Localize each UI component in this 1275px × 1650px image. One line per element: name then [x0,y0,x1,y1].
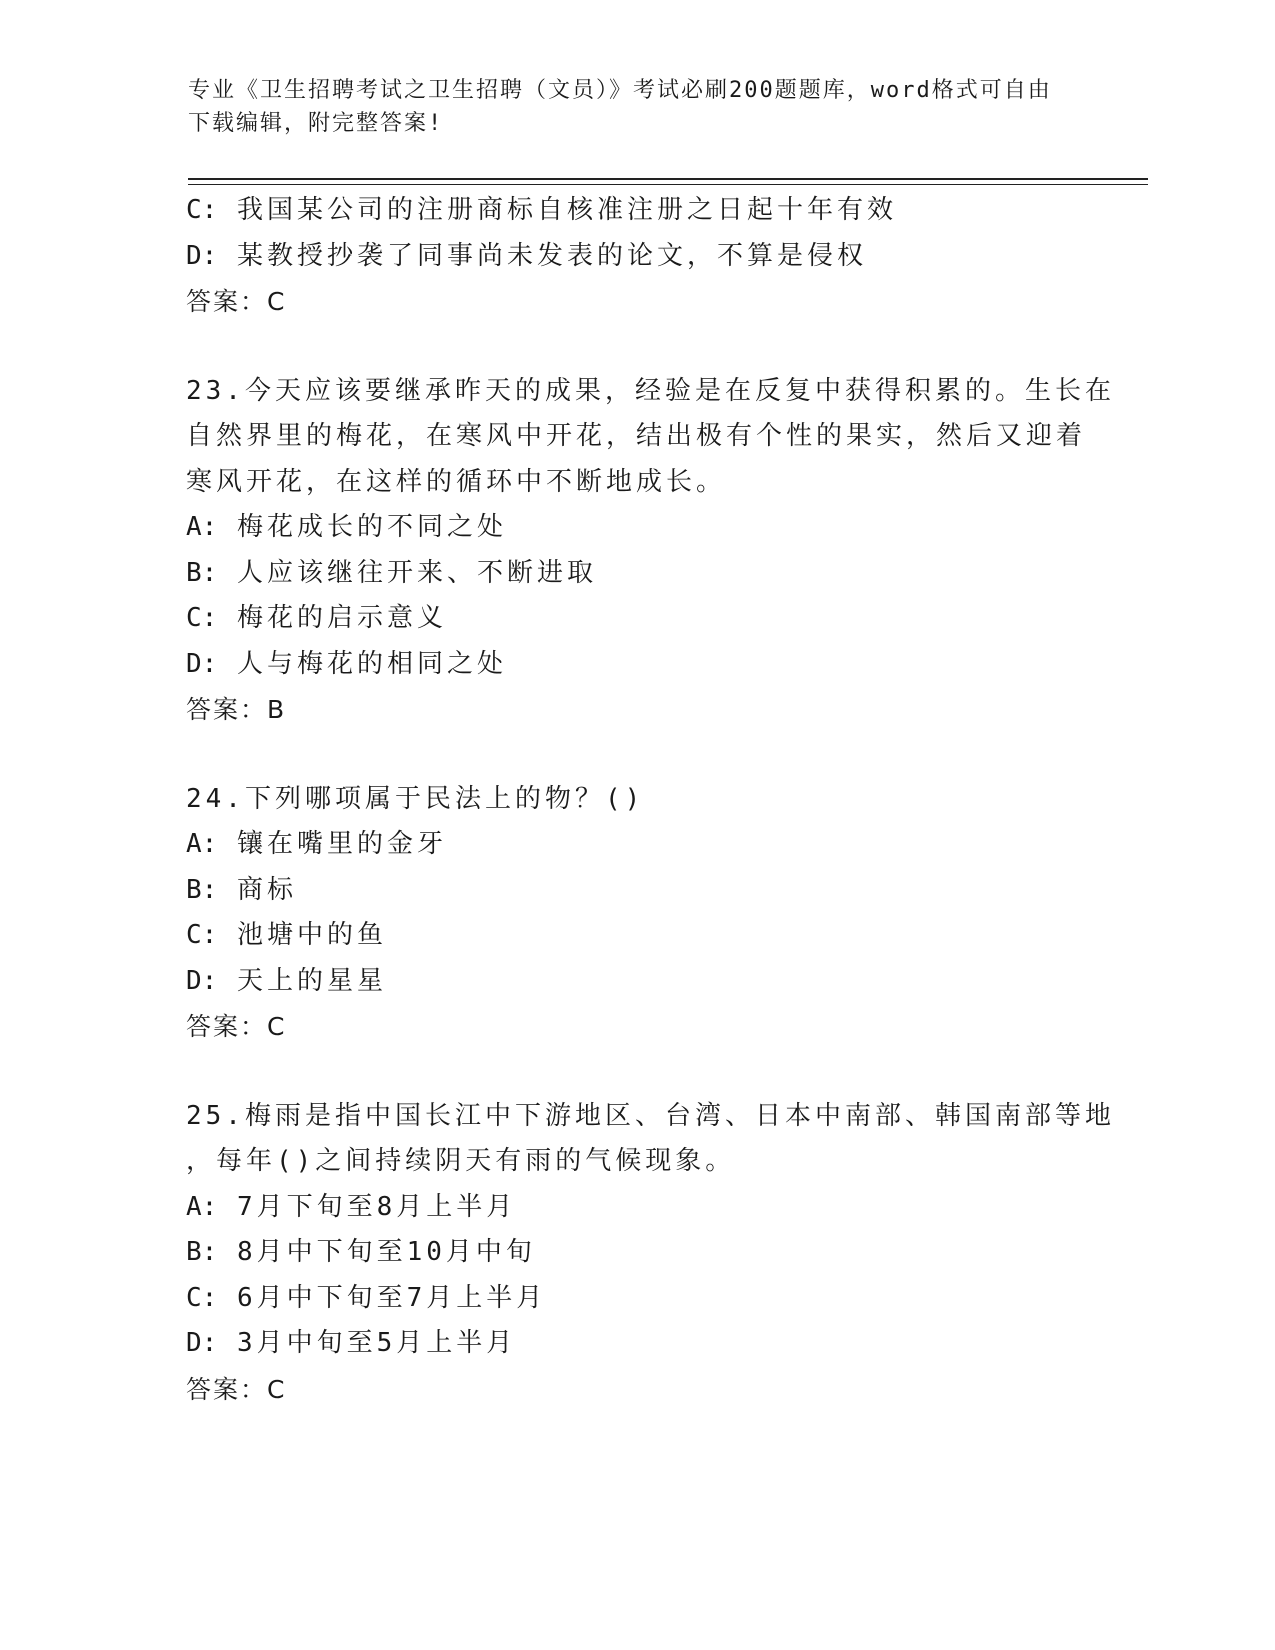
option-c [186,913,1086,959]
option-b [186,1230,1086,1276]
option-c [186,596,1086,642]
option-b [186,868,1086,914]
header-divider-thin [188,184,1148,185]
option-label: A: [186,1191,218,1222]
question-stem-line: 23.今天应该要继承昨天的成果，经验是在反复中获得积累的。生长在 [186,375,1115,406]
option-b [186,551,1086,597]
option-text: 人应该继往开来、不断进取 [236,557,597,588]
option-label: C: [186,1282,218,1313]
option-c [186,188,1086,234]
option-text: 8月中下旬至10月中旬 [236,1237,536,1267]
header-text: 专业《卫生招聘考试之卫生招聘（文员）》考试必刷200题题库，word格式可自由下载编辑，附完整答案! [188,78,1052,136]
option-d [186,1321,1086,1367]
option-d [186,642,1086,688]
option-label: B: [186,874,218,905]
answer-line: 答案：B [186,695,287,724]
question-stem-line: 自然界里的梅花，在寒风中开花，结出极有个性的果实，然后又迎着 [186,421,1087,451]
spacer [186,1050,1086,1094]
document-header [188,74,1068,140]
option-label: A: [186,512,218,542]
question-stem-line: 寒风开花，在这样的循环中不断地成长。 [186,466,727,497]
option-c [186,1276,1086,1322]
option-text: 某教授抄袭了同事尚未发表的论文，不算是侵权 [236,240,867,271]
option-d [186,959,1086,1005]
question-23 [186,369,1115,733]
option-text: 池塘中的鱼 [236,920,387,950]
option-text: 我国某公司的注册商标自核准注册之日起十年有效 [236,195,897,225]
option-text: 6月中下旬至7月上半月 [236,1282,547,1313]
option-label: B: [186,1237,218,1267]
answer-line: 答案：C [186,287,287,316]
option-text: 镶在嘴里的金牙 [236,829,447,859]
question-stem-line: 25.梅雨是指中国长江中下游地区、台湾、日本中南部、韩国南部等地 [186,1100,1115,1131]
question-24 [186,777,1086,1050]
option-label: C: [186,603,218,633]
question-22-continuation [186,188,1086,325]
option-label: D: [186,648,218,679]
option-label: D: [186,240,218,271]
option-label: C: [186,920,218,950]
question-content [186,188,1115,1412]
spacer [186,325,1086,369]
option-text: 梅花的启示意义 [236,603,447,633]
question-stem-line: ，每年()之间持续阴天有雨的气候现象。 [186,1146,736,1176]
option-label: C: [186,195,218,225]
header-divider-thick [188,178,1148,180]
answer-line: 答案：C [186,1012,287,1041]
option-text: 7月下旬至8月上半月 [236,1191,517,1222]
option-label: D: [186,1328,218,1358]
option-a [186,822,1086,868]
option-text: 人与梅花的相同之处 [236,648,507,679]
option-label: B: [186,557,218,588]
option-text: 梅花成长的不同之处 [236,512,507,542]
option-a [186,1185,1086,1231]
answer-line: 答案：C [186,1374,287,1404]
spacer [186,733,1086,777]
question-stem-line: 24.下列哪项属于民法上的物？() [186,783,645,814]
question-25 [186,1094,1115,1413]
option-label: D: [186,965,218,996]
option-text: 3月中旬至5月上半月 [236,1328,517,1358]
option-label: A: [186,829,218,859]
option-text: 天上的星星 [236,965,387,996]
option-text: 商标 [236,874,297,905]
option-a [186,505,1086,551]
option-d [186,234,1086,280]
